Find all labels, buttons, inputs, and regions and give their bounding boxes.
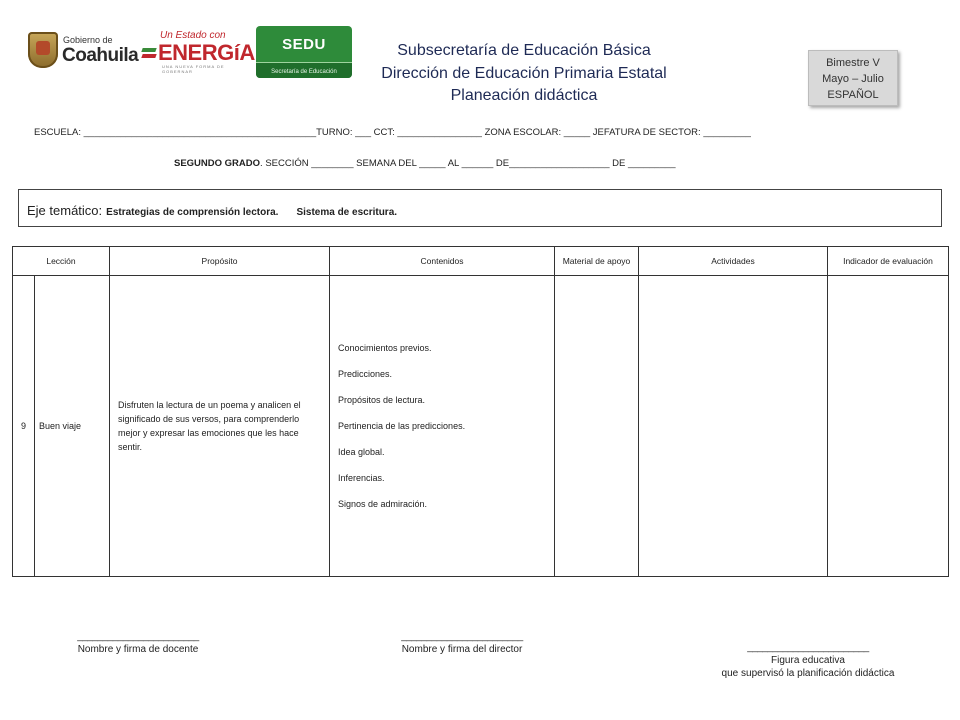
signature-figura-label-1: Figura educativa <box>771 655 845 666</box>
grade-info-line <box>174 158 676 169</box>
signature-line: ________________________ <box>747 642 869 653</box>
activities-cell <box>639 276 828 577</box>
indicator-cell <box>828 276 949 577</box>
bimestre-label: Bimestre V <box>826 57 880 69</box>
grade-info-rest: . SECCIÓN ________ SEMANA DEL _____ AL ______ DE___________________ DE _________ <box>260 158 676 169</box>
energia-logo-tagline: UNA NUEVA FORMA DE GOBERNAR <box>162 64 225 74</box>
lesson-purpose: Disfruten la lectura de un poema y analicen el significado de sus versos, para comprenderlo mejor y expresar las emociones que les hace sentir. <box>110 276 330 577</box>
eje-tematico-text-1: Estrategias de comprensión lectora. <box>106 207 279 218</box>
signature-line: ________________________ <box>77 631 199 642</box>
coahuila-logo-small-text: Gobierno de <box>63 35 113 45</box>
lesson-contents <box>330 276 555 577</box>
coahuila-logo-text: Coahuila <box>62 45 139 66</box>
signature-figura <box>690 641 926 680</box>
lesson-number: 9 <box>13 276 35 577</box>
grade-label: SEGUNDO GRADO <box>174 158 261 169</box>
header-title-3: Planeación didáctica <box>450 87 598 104</box>
material-cell <box>555 276 639 577</box>
eje-tematico-label: Eje temático: <box>27 203 103 218</box>
planning-table <box>12 246 949 577</box>
header-leccion: Lección <box>13 247 110 276</box>
header-title-1: Subsecretaría de Educación Básica <box>397 42 651 59</box>
content-item: Signos de admiración. <box>338 499 428 509</box>
bimestre-months: Mayo – Julio <box>822 73 884 85</box>
bimestre-box <box>808 50 898 106</box>
header-indicador: Indicador de evaluación <box>828 247 949 276</box>
header-proposito: Propósito <box>110 247 330 276</box>
bimestre-subject: ESPAÑOL <box>827 89 879 101</box>
header-material: Material de apoyo <box>555 247 639 276</box>
content-item: Idea global. <box>338 447 385 457</box>
content-item: Pertinencia de las predicciones. <box>338 421 466 431</box>
signature-docente-label: Nombre y firma de docente <box>77 644 199 655</box>
coahuila-shield-icon <box>28 32 58 68</box>
signature-director-label: Nombre y firma del director <box>401 644 523 655</box>
table-header-row <box>13 247 949 276</box>
header-actividades: Actividades <box>639 247 828 276</box>
content-item: Inferencias. <box>338 473 385 483</box>
content-item: Propósitos de lectura. <box>338 395 426 405</box>
sedu-logo-subtitle: Secretaría de Educación <box>271 69 337 75</box>
header-contenidos: Contenidos <box>330 247 555 276</box>
signature-director <box>372 630 552 656</box>
signature-line: ________________________ <box>401 631 523 642</box>
gobierno-coahuila-logo <box>28 32 139 70</box>
table-row <box>13 276 949 577</box>
eje-tematico-text-2: Sistema de escritura. <box>296 207 398 218</box>
content-item: Predicciones. <box>338 369 393 379</box>
school-info-line: ESCUELA: ____________________________________________TURNO: ___ CCT: ________________ ZONA ESCOLAR: _____ JEFATURA DE SECTOR: _________ <box>34 127 751 138</box>
signature-figura-label-2: que supervisó la planificación didáctica <box>721 668 895 679</box>
estado-energia-logo <box>140 30 255 74</box>
signature-docente <box>50 630 226 656</box>
eje-tematico-box <box>18 189 942 227</box>
header-title-2: Dirección de Educación Primaria Estatal <box>381 65 667 82</box>
sedu-logo <box>256 26 352 78</box>
energia-logo-small-text: Un Estado con <box>160 30 226 41</box>
lesson-name: Buen viaje <box>35 276 110 577</box>
energia-mark-icon <box>142 44 156 60</box>
energia-logo-text: ENERGíA <box>158 40 255 65</box>
content-item: Conocimientos previos. <box>338 343 432 353</box>
sedu-logo-title: SEDU <box>282 36 326 53</box>
eje-tematico <box>27 203 397 218</box>
